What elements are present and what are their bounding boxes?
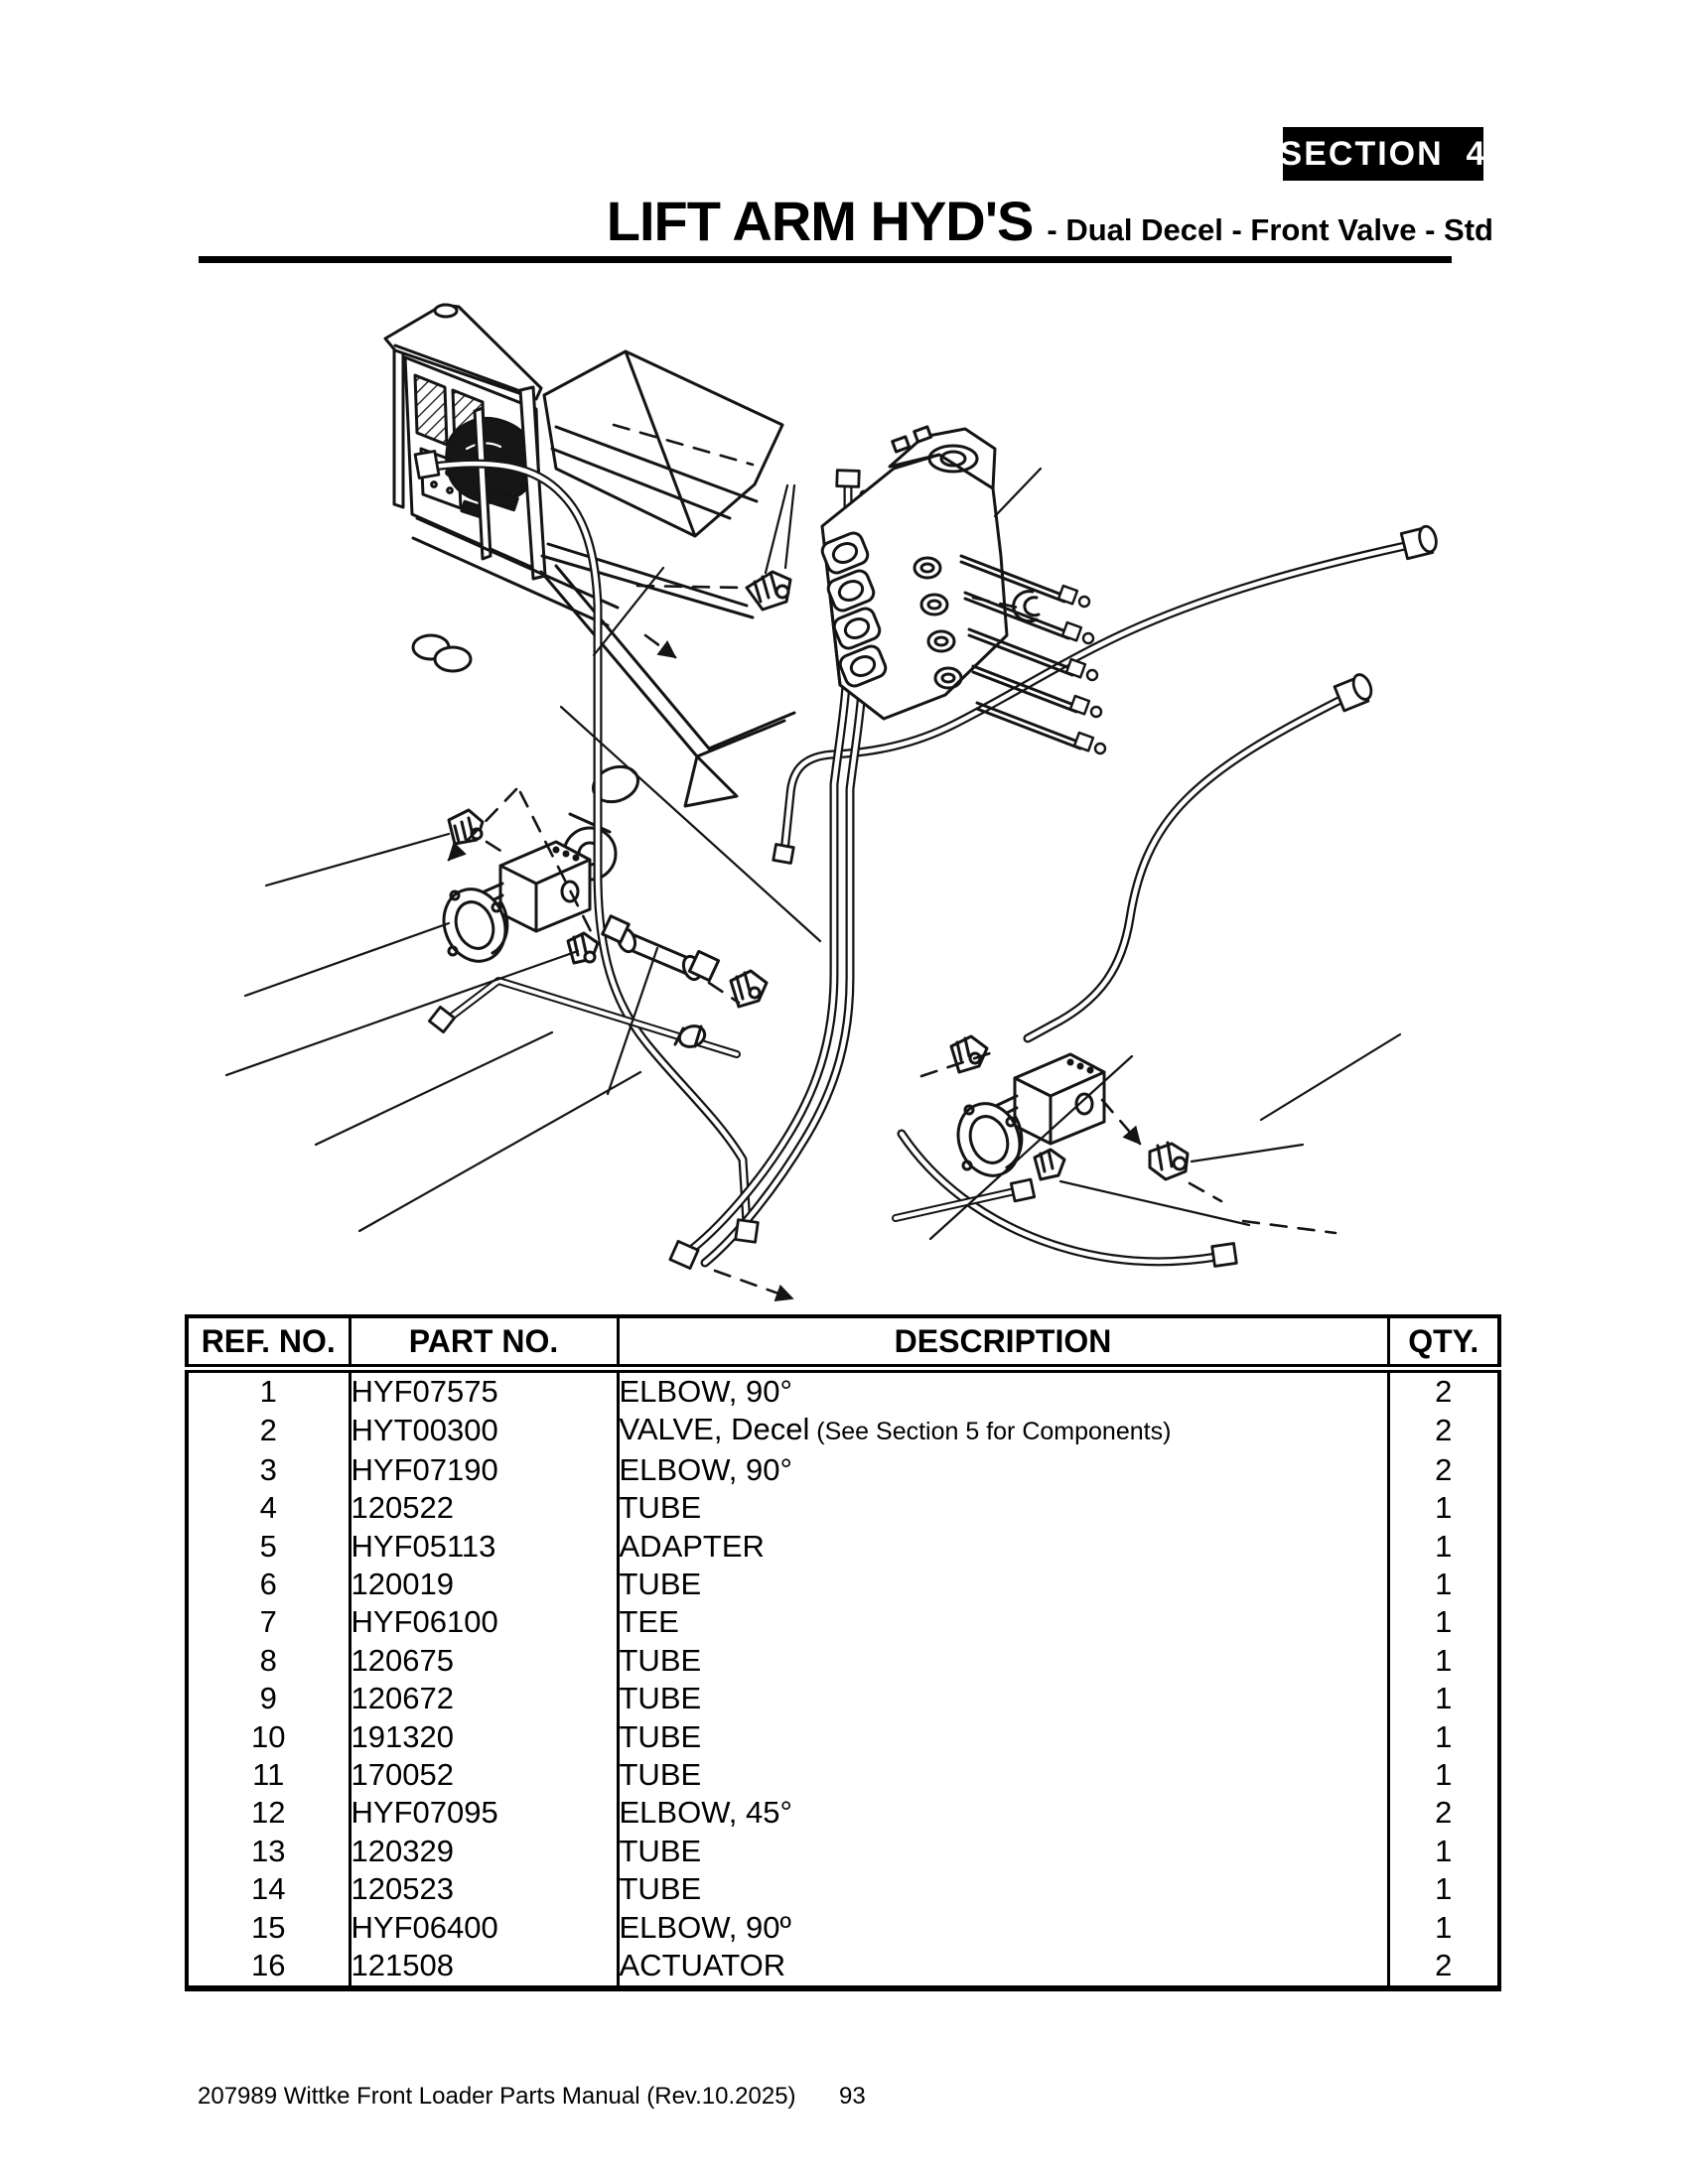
table-row — [187, 1909, 1499, 1947]
ref-no-cell: 10 — [251, 1718, 286, 1754]
qty-cell: 1 — [1388, 1566, 1499, 1603]
table-row — [187, 1870, 1499, 1908]
qty-cell: 2 — [1388, 1411, 1499, 1450]
table-row — [187, 1489, 1499, 1527]
decel-valve-2 — [948, 1036, 1188, 1184]
ref-no-cell: 15 — [251, 1909, 286, 1945]
table-row — [187, 1451, 1499, 1489]
qty-cell: 1 — [1388, 1909, 1499, 1947]
table-row — [187, 1528, 1499, 1566]
parts-table — [185, 1314, 1501, 1991]
part-no-cell: 120523 — [350, 1870, 618, 1908]
description-cell: ELBOW, 90° — [618, 1369, 1388, 1412]
qty-cell: 1 — [1388, 1718, 1499, 1756]
part-no-cell: HYF07190 — [350, 1451, 618, 1489]
control-valve-bank — [747, 427, 1105, 753]
qty-cell: 2 — [1388, 1947, 1499, 1987]
qty-cell: 1 — [1388, 1756, 1499, 1794]
table-row — [187, 1603, 1499, 1641]
description-cell: ADAPTER — [618, 1528, 1388, 1566]
parts-table-body — [187, 1369, 1499, 1988]
qty-cell: 1 — [1388, 1680, 1499, 1717]
part-no-cell: 191320 — [350, 1718, 618, 1756]
part-no-cell: 120675 — [350, 1642, 618, 1680]
part-no-cell: HYF06100 — [350, 1603, 618, 1641]
qty-cell: 1 — [1388, 1642, 1499, 1680]
part-no-cell: 121508 — [350, 1947, 618, 1987]
ref-no-cell: 1 — [259, 1374, 277, 1409]
ref-no-cell: 3 — [259, 1451, 277, 1487]
part-no-cell: HYT00300 — [350, 1411, 618, 1450]
qty-cell: 2 — [1388, 1794, 1499, 1832]
table-row — [187, 1369, 1499, 1412]
qty-cell: 1 — [1388, 1833, 1499, 1870]
ref-no-cell: 16 — [251, 1948, 286, 1983]
ref-no-cell: 9 — [259, 1681, 277, 1716]
description-cell: ELBOW, 90º — [618, 1909, 1388, 1947]
part-no-cell: 120019 — [350, 1566, 618, 1603]
description-cell: TUBE — [618, 1756, 1388, 1794]
page-title-main: LIFT ARM HYD'S — [606, 190, 1034, 252]
qty-cell: 1 — [1388, 1870, 1499, 1908]
ref-no-cell: 7 — [259, 1604, 277, 1640]
part-no-cell: HYF05113 — [350, 1528, 618, 1566]
description-cell: ACTUATOR — [618, 1947, 1388, 1987]
description-cell: TUBE — [618, 1718, 1388, 1756]
qty-cell: 1 — [1388, 1489, 1499, 1527]
description-cell: TEE — [618, 1603, 1388, 1641]
qty-cell: 1 — [1388, 1528, 1499, 1566]
description-cell: TUBE — [618, 1680, 1388, 1717]
part-no-cell: 120329 — [350, 1833, 618, 1870]
part-no-cell: 170052 — [350, 1756, 618, 1794]
table-row — [187, 1947, 1499, 1987]
header-part-no: PART NO. — [350, 1316, 618, 1369]
description-cell: TUBE — [618, 1642, 1388, 1680]
description-cell: TUBE — [618, 1833, 1388, 1870]
table-row — [187, 1718, 1499, 1756]
ref-no-cell: 13 — [251, 1833, 286, 1868]
table-row — [187, 1566, 1499, 1603]
qty-cell: 2 — [1388, 1451, 1499, 1489]
description-cell: ELBOW, 45° — [618, 1794, 1388, 1832]
parts-table-header-row — [187, 1316, 1499, 1369]
table-row — [187, 1411, 1499, 1450]
footer-page-number: 93 — [839, 2083, 866, 2110]
ref-no-cell: 4 — [259, 1490, 277, 1526]
header-description: DESCRIPTION — [618, 1316, 1388, 1369]
part-no-cell: 120672 — [350, 1680, 618, 1717]
description-cell: ELBOW, 90° — [618, 1451, 1388, 1489]
ref-no-cell: 12 — [251, 1795, 286, 1831]
description-note: (See Section 5 for Components) — [809, 1418, 1172, 1446]
header-qty: QTY. — [1388, 1316, 1499, 1369]
ref-no-cell: 6 — [259, 1567, 277, 1602]
section-badge: SECTION 4 — [1283, 127, 1483, 181]
qty-cell: 2 — [1388, 1369, 1499, 1412]
table-row — [187, 1642, 1499, 1680]
truck-illustration — [385, 305, 794, 880]
qty-cell: 1 — [1388, 1603, 1499, 1641]
description-cell: TUBE — [618, 1489, 1388, 1527]
table-row — [187, 1680, 1499, 1717]
table-row — [187, 1794, 1499, 1832]
description-cell: TUBE — [618, 1566, 1388, 1603]
page-title-subtitle: - Dual Decel - Front Valve - Std — [1047, 212, 1493, 247]
ref-no-cell: 14 — [251, 1871, 286, 1907]
footer-manual-title: 207989 Wittke Front Loader Parts Manual (Rev.10.2025) — [198, 2083, 796, 2110]
table-row — [187, 1833, 1499, 1870]
part-no-cell: HYF06400 — [350, 1909, 618, 1947]
table-row — [187, 1756, 1499, 1794]
ref-no-cell: 11 — [252, 1757, 285, 1793]
ref-no-cell: 2 — [259, 1413, 277, 1448]
description-cell: TUBE — [618, 1870, 1388, 1908]
description-cell: VALVE, Decel (See Section 5 for Components) — [618, 1411, 1388, 1450]
ref-no-cell: 8 — [259, 1642, 277, 1678]
part-no-cell: HYF07095 — [350, 1794, 618, 1832]
ref-no-cell: 5 — [259, 1528, 277, 1564]
part-no-cell: 120522 — [350, 1489, 618, 1527]
header-ref-no: REF. NO. — [187, 1316, 350, 1369]
part-no-cell: HYF07575 — [350, 1369, 618, 1412]
